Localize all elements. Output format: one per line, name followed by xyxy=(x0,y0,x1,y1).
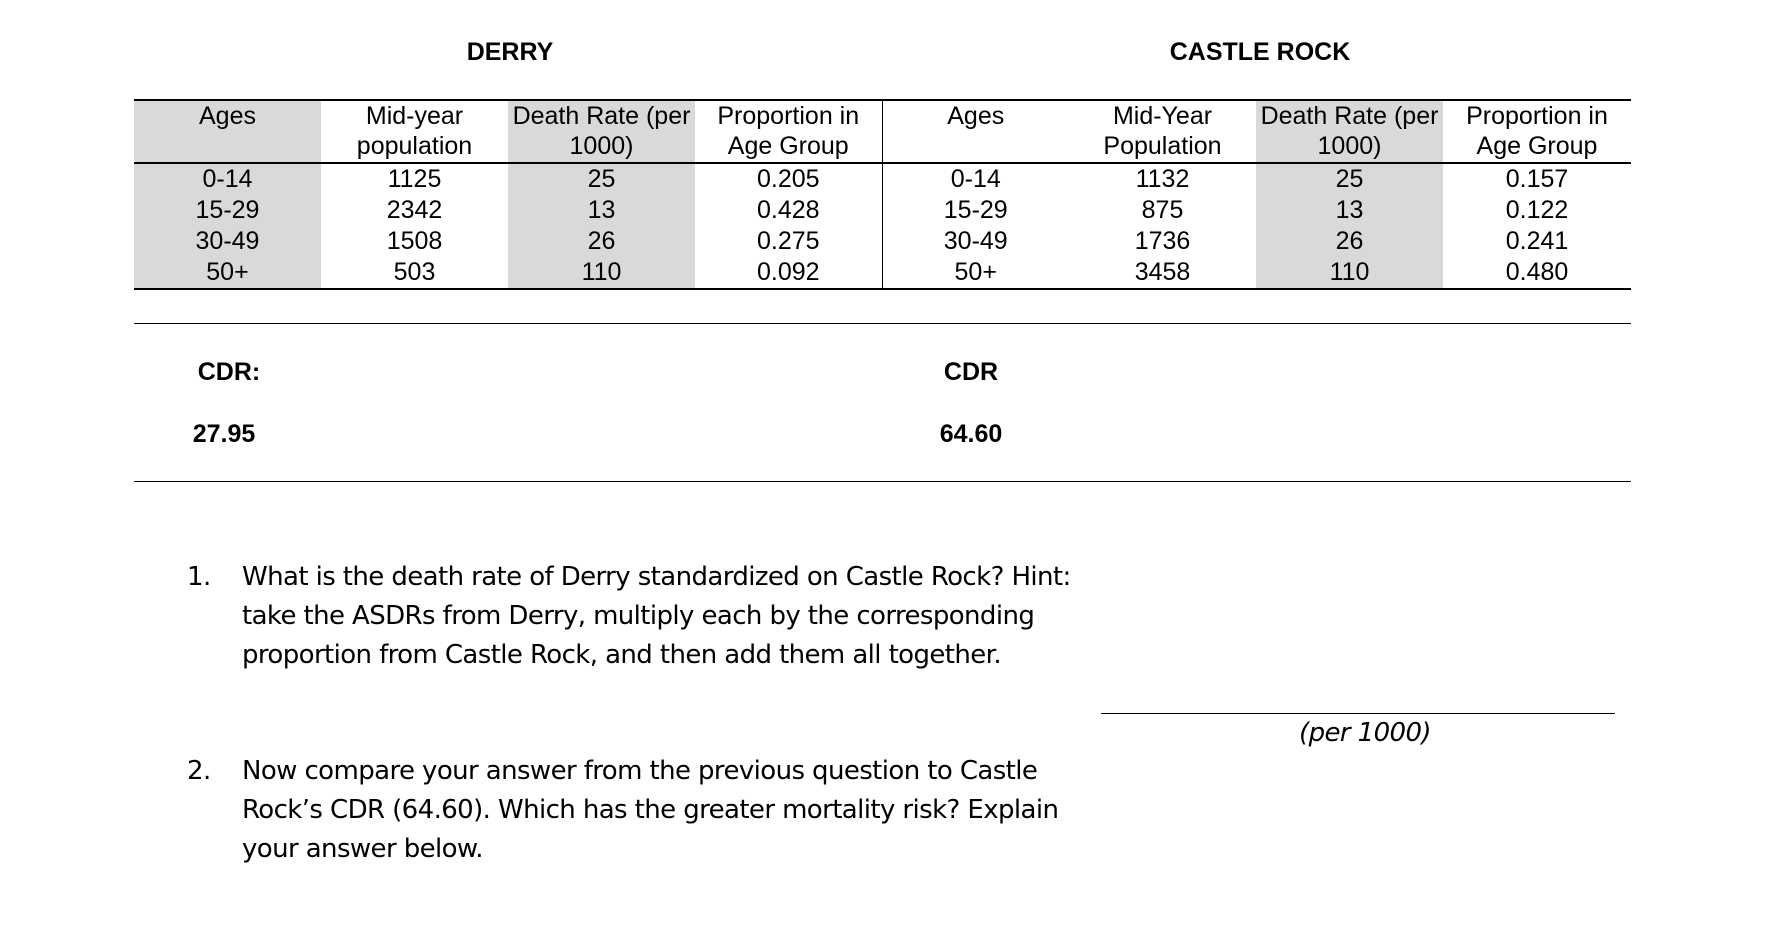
castle-rock-cdr-label: CDR xyxy=(943,358,999,386)
table-header-row xyxy=(134,100,1631,163)
derry-title: DERRY xyxy=(466,38,554,66)
castle-proportion: 0.241 xyxy=(1505,227,1569,255)
castle-rock-cdr-value: 64.60 xyxy=(939,420,1003,448)
question-1 xyxy=(187,558,1087,718)
derry-proportion: 0.205 xyxy=(756,165,820,193)
answer-blank-line[interactable] xyxy=(1101,713,1615,714)
castle-rock-title: CASTLE ROCK xyxy=(1169,38,1351,66)
derry-proportion: 0.275 xyxy=(756,227,820,255)
derry-population: 1125 xyxy=(387,165,442,193)
castle-proportion: 0.157 xyxy=(1505,165,1569,193)
castle-population: 1736 xyxy=(1134,227,1191,255)
castle-age: 30-49 xyxy=(882,226,1069,257)
derry-header-population: Mid-year population xyxy=(356,102,473,160)
derry-cdr-value: 27.95 xyxy=(192,420,256,448)
derry-death-rate: 26 xyxy=(508,226,695,257)
castle-age: 50+ xyxy=(882,257,1069,289)
derry-age: 50+ xyxy=(134,257,321,289)
castle-death-rate: 26 xyxy=(1256,226,1443,257)
castle-header-death-rate: Death Rate (per 1000) xyxy=(1256,100,1443,163)
table-row xyxy=(134,226,1631,257)
question-text: Now compare your answer from the previous question to Castle Rock’s CDR (64.60). Which has the greater mortality risk? Explain your answer below. xyxy=(242,756,1059,864)
castle-death-rate: 110 xyxy=(1256,257,1443,289)
castle-header-population: Mid-Year Population xyxy=(1103,102,1222,160)
castle-header-ages: Ages xyxy=(882,100,1069,163)
derry-header-death-rate: Death Rate (per 1000) xyxy=(508,100,695,163)
derry-header-ages: Ages xyxy=(134,100,321,163)
divider xyxy=(134,323,1631,324)
question-text: What is the death rate of Derry standardized on Castle Rock? Hint: take the ASDRs from Derry, multiply each by the corresponding proportion from Castle Rock, and then add them all together. xyxy=(242,562,1071,670)
table-row xyxy=(134,195,1631,226)
derry-death-rate: 110 xyxy=(508,257,695,289)
derry-death-rate: 13 xyxy=(508,195,695,226)
table-row xyxy=(134,257,1631,289)
castle-death-rate: 25 xyxy=(1256,163,1443,195)
derry-header-proportion: Proportion in Age Group xyxy=(717,102,860,160)
derry-age: 0-14 xyxy=(134,163,321,195)
table-row xyxy=(134,163,1631,195)
question-2 xyxy=(187,752,1087,872)
castle-proportion: 0.122 xyxy=(1505,196,1569,224)
castle-age: 0-14 xyxy=(882,163,1069,195)
answer-unit-label: (per 1000) xyxy=(1299,718,1431,748)
derry-population: 1508 xyxy=(386,227,443,255)
castle-population: 1132 xyxy=(1135,165,1190,193)
castle-population: 875 xyxy=(1141,196,1184,224)
derry-death-rate: 25 xyxy=(508,163,695,195)
derry-age: 15-29 xyxy=(134,195,321,226)
divider xyxy=(134,481,1631,482)
derry-population: 2342 xyxy=(386,196,443,224)
castle-population: 3458 xyxy=(1134,258,1191,286)
castle-proportion: 0.480 xyxy=(1505,258,1569,286)
derry-cdr-label: CDR: xyxy=(197,358,261,386)
castle-age: 15-29 xyxy=(882,195,1069,226)
derry-population: 503 xyxy=(393,258,436,286)
mortality-table xyxy=(134,99,1631,290)
derry-age: 30-49 xyxy=(134,226,321,257)
derry-proportion: 0.428 xyxy=(756,196,820,224)
castle-header-proportion: Proportion in Age Group xyxy=(1466,102,1608,160)
castle-death-rate: 13 xyxy=(1256,195,1443,226)
question-number: 2. xyxy=(187,756,211,786)
derry-proportion: 0.092 xyxy=(756,258,820,286)
question-number: 1. xyxy=(187,562,211,592)
